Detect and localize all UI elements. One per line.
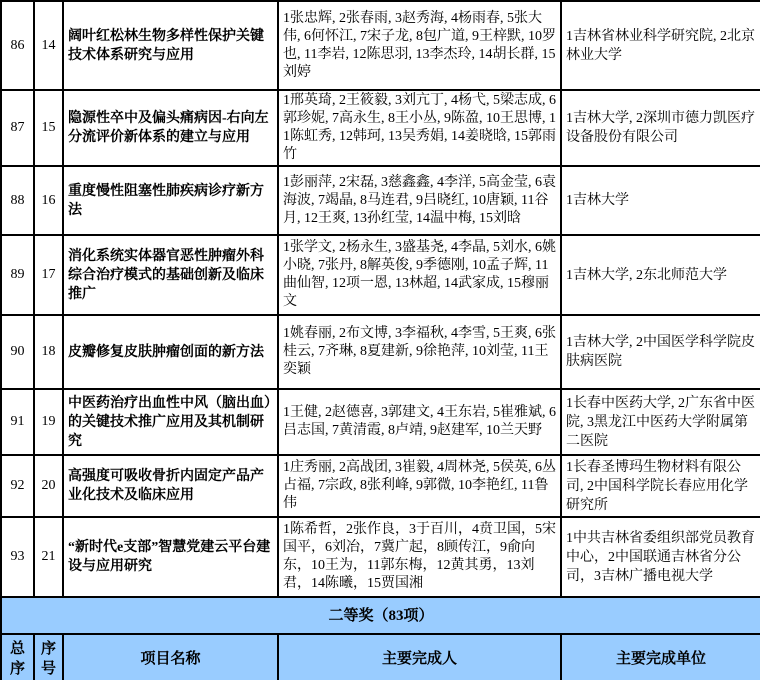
table-row [1, 517, 760, 597]
cell-total-order: 92 [1, 455, 34, 517]
cell-seq-number: 18 [34, 315, 63, 389]
cell-project-name: 高强度可吸收骨折内固定产品产业化技术及临床应用 [63, 455, 278, 517]
cell-org: 1吉林大学, 2中国医学科学院皮肤病医院 [561, 315, 760, 389]
cell-people: 1姚春丽, 2布文博, 3李福秋, 4李雪, 5王爽, 6张桂云, 7齐琳, 8夏建新, 9徐艳萍, 10刘莹, 11王奕颖 [278, 315, 561, 389]
cell-total-order: 86 [1, 1, 34, 90]
cell-seq-number: 15 [34, 90, 63, 166]
award-table-body [1, 1, 760, 680]
cell-people: 1张学文, 2杨永生, 3盛基尧, 4李晶, 5刘水, 6姚小晓, 7张丹, 8解英俊, 9季德刚, 10孟子辉, 11曲仙智, 12项一恩, 13林超, 14武家成, 15穆丽文 [278, 235, 561, 315]
cell-org: 1中共吉林省委组织部党员教育中心，2中国联通吉林省分公司，3吉林广播电视大学 [561, 517, 760, 597]
cell-total-order: 90 [1, 315, 34, 389]
table-row [1, 315, 760, 389]
table-row [1, 389, 760, 455]
cell-people: 1王健, 2赵德喜, 3郭建文, 4王东岩, 5崔雅斌, 6吕志国, 7黄清霞, 8卢靖, 9赵建军, 10兰天野 [278, 389, 561, 455]
table-row [1, 166, 760, 235]
cell-people: 1陈希哲，2张作良，3于百川，4贲卫国，5宋国平，6刘冶，7冀广起，8顾传江，9俞向东，10王为，11郭东梅，12黄其勇，13刘君，14陈曦，15贾国湘 [278, 517, 561, 597]
header-org: 主要完成单位 [561, 634, 760, 680]
cell-total-order: 88 [1, 166, 34, 235]
cell-seq-number: 16 [34, 166, 63, 235]
cell-people: 1张忠辉, 2张春雨, 3赵秀海, 4杨雨春, 5张大伟, 6何怀江, 7宋子龙, 8包广道, 9王梓默, 10罗也, 11李岩, 12陈思羽, 13李杰玲, 14胡长群, 15刘婷 [278, 1, 561, 90]
cell-people: 1邢英琦, 2王筱毅, 3刘亢丁, 4杨弋, 5梁志成, 6郭珍妮, 7高永生, 8王小丛, 9陈盈, 10王思博, 11陈虹秀, 12韩珂, 13吴秀娟, 14姜晓晗, 15郭雨竹 [278, 90, 561, 166]
section-banner-row [1, 597, 760, 634]
cell-project-name: 消化系统实体器官恶性肿瘤外科综合治疗模式的基础创新及临床推广 [63, 235, 278, 315]
cell-project-name: “新时代e支部”智慧党建云平台建设与应用研究 [63, 517, 278, 597]
cell-project-name: 隐源性卒中及偏头痛病因-右向左分流评价新体系的建立与应用 [63, 90, 278, 166]
cell-seq-number: 17 [34, 235, 63, 315]
cell-org: 1长春中医药大学, 2广东省中医院, 3黑龙江中医药大学附属第二医院 [561, 389, 760, 455]
cell-total-order: 87 [1, 90, 34, 166]
table-row [1, 1, 760, 90]
cell-org: 1长春圣博玛生物材料有限公司, 2中国科学院长春应用化学研究所 [561, 455, 760, 517]
header-people: 主要完成人 [278, 634, 561, 680]
cell-org: 1吉林大学 [561, 166, 760, 235]
table-row [1, 455, 760, 517]
cell-total-order: 91 [1, 389, 34, 455]
cell-seq-number: 19 [34, 389, 63, 455]
header-total-order: 总序 [1, 634, 34, 680]
header-seq-number: 序号 [34, 634, 63, 680]
cell-people: 1彭丽萍, 2宋磊, 3慈鑫鑫, 4李洋, 5高金莹, 6袁海波, 7竭晶, 8马连君, 9吕晓红, 10唐颖, 11谷月, 12王爽, 13孙红莹, 14温中梅, 15刘晗 [278, 166, 561, 235]
cell-people: 1庄秀丽, 2高战团, 3崔毅, 4周林尧, 5侯英, 6丛占福, 7宗政, 8张利峰, 9郭微, 10李艳红, 11鲁伟 [278, 455, 561, 517]
cell-project-name: 重度慢性阻塞性肺疾病诊疗新方法 [63, 166, 278, 235]
cell-total-order: 89 [1, 235, 34, 315]
cell-project-name: 阔叶红松林生物多样性保护关键技术体系研究与应用 [63, 1, 278, 90]
cell-seq-number: 21 [34, 517, 63, 597]
cell-total-order: 93 [1, 517, 34, 597]
cell-org: 1吉林大学, 2深圳市德力凯医疗设备股份有限公司 [561, 90, 760, 166]
second-prize-section-banner: 二等奖（83项） [1, 597, 760, 634]
cell-project-name: 中医药治疗出血性中风（脑出血）的关键技术推广应用及其机制研究 [63, 389, 278, 455]
cell-org: 1吉林省林业科学研究院, 2北京林业大学 [561, 1, 760, 90]
header-project-name: 项目名称 [63, 634, 278, 680]
table-row [1, 90, 760, 166]
cell-org: 1吉林大学, 2东北师范大学 [561, 235, 760, 315]
cell-seq-number: 20 [34, 455, 63, 517]
cell-seq-number: 14 [34, 1, 63, 90]
table-row [1, 235, 760, 315]
cell-project-name: 皮瓣修复皮肤肿瘤创面的新方法 [63, 315, 278, 389]
table-header-row [1, 634, 760, 680]
